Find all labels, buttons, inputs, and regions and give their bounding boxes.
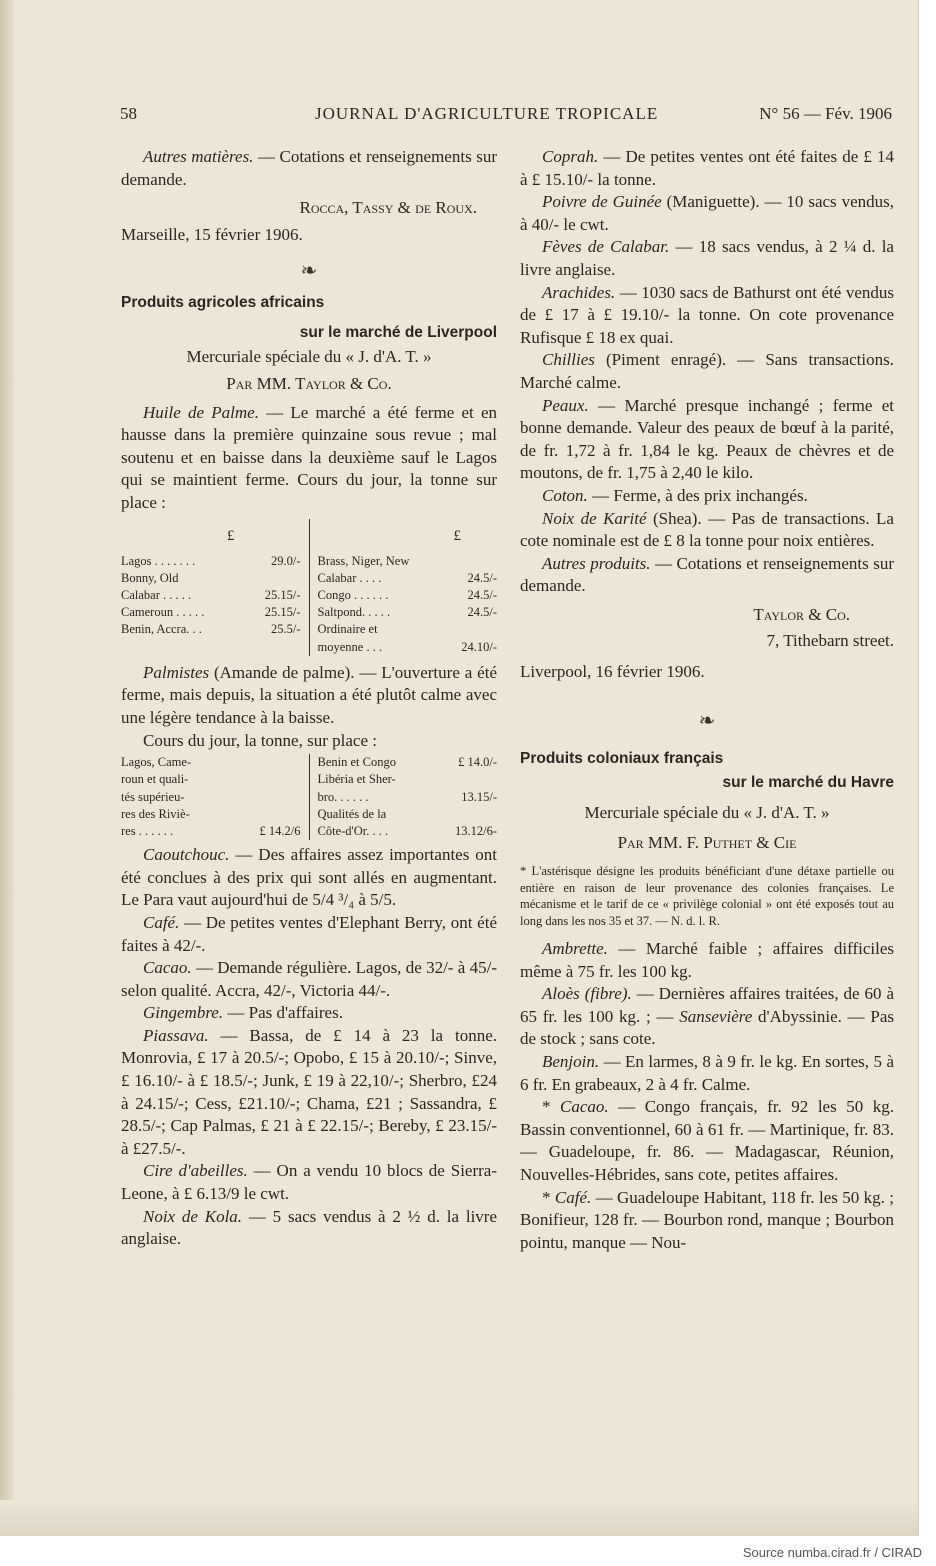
table-cell-value: £ 14.0/- xyxy=(458,755,497,770)
par-taylor: Par MM. Taylor & Co. xyxy=(226,373,392,393)
signature-rocca: Rocca, Tassy & de Roux. xyxy=(299,198,477,218)
table-cell-name: Calabar . . . . xyxy=(317,570,382,585)
paragraph-autres-matieres: Autres matières. — Cotations et renseignements sur demande. xyxy=(121,147,497,189)
table-cell-name: Saltpond. . . . . xyxy=(317,605,391,620)
source-caption: Source numba.cirad.fr / CIRAD xyxy=(742,1545,922,1560)
table-cell-value: 24.5/- xyxy=(467,587,497,602)
cours-du-jour-palmistes: Cours du jour, la tonne, sur place : xyxy=(143,730,377,750)
table-row xyxy=(121,621,301,638)
table-cell-name: Benin et Congo xyxy=(317,755,396,770)
mercuriale-havre: Mercuriale spéciale du « J. d'A. T. » xyxy=(584,802,830,822)
paragraph-cacao-havre: * Cacao. — Congo français, fr. 92 les 50 kg. Bassin conventionnel, 60 à 61 fr. — Martinique, fr. 83. — Guadeloupe, fr. 86. — Madagascar, Réunion, Nouvelles-Hébrides, sans cote, petites affaires. xyxy=(520,1097,895,1184)
running-header xyxy=(120,104,892,128)
table-row xyxy=(121,823,301,840)
paragraph-kola: Noix de Kola. — 5 sacs vendus à 2 ½ d. la livre anglaise. xyxy=(121,1206,497,1249)
table-cell-name: Benin, Accra. . . xyxy=(121,622,202,637)
table-cell-name: Brass, Niger, New xyxy=(317,553,410,568)
table-cell-value: 24.10/- xyxy=(461,639,497,654)
section-heading-havre-a: Produits coloniaux français xyxy=(520,749,724,767)
table-cell-name: Lagos . . . . . . . xyxy=(121,553,196,568)
table-cell-name: roun et quali- xyxy=(121,772,189,787)
place-date-liverpool: Liverpool, 16 février 1906. xyxy=(520,662,705,682)
table-cell-value: 24.5/- xyxy=(467,605,497,620)
table-cell-name: Congo . . . . . . xyxy=(317,587,389,602)
table-row xyxy=(318,621,498,638)
currency-header: £ xyxy=(227,527,235,544)
table-palmistes-left xyxy=(121,754,301,840)
signature-taylor: Taylor & Co. xyxy=(753,604,850,624)
table-cell-name: moyenne . . . xyxy=(317,639,383,654)
table-cell-name: res des Riviè- xyxy=(121,806,190,821)
table-row xyxy=(318,754,498,771)
left-column xyxy=(121,146,497,1251)
table-row xyxy=(318,604,498,621)
address-taylor: 7, Tithebarn street. xyxy=(766,631,894,651)
table-cell-value: 29.0/- xyxy=(270,553,301,568)
table-row xyxy=(318,789,498,806)
table-palmistes-right xyxy=(318,754,498,840)
table-row xyxy=(121,553,301,570)
table-cell-value: 25.5/- xyxy=(270,622,301,637)
paragraph-cafe: Café. — De petites ventes d'Elephant Berry, ont été faites à 42/-. xyxy=(121,912,497,955)
table-row xyxy=(121,806,301,823)
mercuriale-liverpool: Mercuriale spéciale du « J. d'A. T. » xyxy=(186,347,432,367)
paragraph-gingembre: Gingembre. — Pas d'affaires. xyxy=(143,1003,343,1023)
paragraph-coton: Coton. — Ferme, à des prix inchangés. xyxy=(542,485,808,505)
table-cell-value: 13.15/- xyxy=(461,789,497,804)
paragraph-ambrette: Ambrette. — Marché faible ; affaires difficiles même à 75 fr. les 100 kg. xyxy=(520,939,894,981)
issue-number: N° 56 — Fév. 1906 xyxy=(759,104,892,123)
page-edge xyxy=(0,0,14,1536)
page-bottom-edge xyxy=(0,1500,918,1536)
page-number: 58 xyxy=(120,104,137,123)
paragraph-autres-produits: Autres produits. — Cotations et renseignements sur demande. xyxy=(520,553,894,596)
paragraph-benjoin: Benjoin. — En larmes, 8 à 9 fr. le kg. En sortes, 5 à 6 fr. En grabeaux, 2 à 4 fr. Calme. xyxy=(520,1052,894,1094)
ornament-icon: ❧ xyxy=(698,709,716,732)
editorial-note: * L'astérisque désigne les produits bénéficiant d'une détaxe partielle ou entière en raison de leur provenance des colonies françaises. Le mécanisme et le tarif de ce « privilège colonial » ont été exposés tout au long dans les nos 35 et 37. — N. d. l. R. xyxy=(520,863,894,929)
table-row xyxy=(121,789,301,806)
table-cell-name: Côte-d'Or. . . . xyxy=(317,823,389,838)
ornament-icon: ❧ xyxy=(300,260,318,283)
table-divider xyxy=(309,519,310,656)
table-row xyxy=(121,570,301,587)
table-cell-name: Calabar . . . . . xyxy=(121,587,192,602)
par-puthet: Par MM. F. Puthet & Cie xyxy=(617,833,797,853)
table-cell-value: 25.15/- xyxy=(264,605,301,620)
table-cell-name: Cameroun . . . . . xyxy=(121,605,205,620)
paragraph-cafe-havre: * Café. — Guadeloupe Habitant, 118 fr. les 50 kg. ; Bonifieur, 128 fr. — Bourbon rond, manque ; Bourbon pointu, manque — Nou- xyxy=(520,1187,894,1252)
table-row xyxy=(121,604,301,621)
paragraph-poivre: Poivre de Guinée (Maniguette). — 10 sacs vendus, à 40/- le cwt. xyxy=(520,192,894,234)
table-row xyxy=(318,639,498,656)
journal-title: JOURNAL D'AGRICULTURE TROPICALE xyxy=(315,104,659,123)
table-palmistes xyxy=(121,754,497,840)
table-cell-name: Qualités de la xyxy=(317,806,387,821)
table-cell-value: 13.12/6- xyxy=(454,823,497,838)
table-divider xyxy=(309,754,310,840)
paragraph-karite: Noix de Karité (Shea). — Pas de transactions. La cote nominale est de £ 8 la tonne pour noix entières. xyxy=(520,508,894,551)
paragraph-cacao: Cacao. — Demande régulière. Lagos, de 32/- à 45/- selon qualité. Accra, 42/-, Victoria 44/-. xyxy=(121,958,497,1000)
paragraph-peaux: Peaux. — Marché presque inchangé ; ferme et bonne demande. Valeur des peaux de bœuf à la parité, de fr. 1,72 à fr. 1,84 le kg. Peaux de chèvres et de moutons, de fr. 1,75 à 2,40 le kilo. xyxy=(520,395,894,483)
table-huile-de-palme xyxy=(121,519,497,656)
table-cell-name: Ordinaire et xyxy=(317,622,378,637)
place-date-marseille: Marseille, 15 février 1906. xyxy=(121,224,303,244)
table-cell-value: 24.5/- xyxy=(467,570,497,585)
table-huile-left xyxy=(121,519,301,656)
table-cell-value: 25.15/- xyxy=(264,587,301,602)
paragraph-aloes: Aloès (fibre). — Dernières affaires traitées, de 60 à 65 fr. les 100 kg. ; — Sansevière d'Abyssinie. — Pas de stock ; sans cote. xyxy=(520,984,894,1049)
table-row xyxy=(121,754,301,771)
table-huile-right xyxy=(318,519,498,656)
table-row xyxy=(318,570,498,587)
section-heading-liverpool-b: sur le marché de Liverpool xyxy=(299,324,497,342)
table-row xyxy=(318,823,498,840)
table-row xyxy=(318,553,498,570)
table-cell-name: bro. . . . . . xyxy=(317,789,369,804)
section-heading-liverpool-a: Produits agricoles africains xyxy=(121,294,325,312)
table-cell-name: Libéria et Sher- xyxy=(317,772,396,787)
table-row xyxy=(318,806,498,823)
table-cell-name: res . . . . . . xyxy=(121,823,174,838)
table-row xyxy=(318,587,498,604)
paragraph-feves: Fèves de Calabar. — 18 sacs vendus, à 2 ¼ d. la livre anglaise. xyxy=(520,237,894,279)
right-column xyxy=(520,146,894,1254)
section-heading-havre-b: sur le marché du Havre xyxy=(722,773,894,791)
table-cell-name: tés supérieu- xyxy=(121,789,185,804)
paragraph-piassava: Piassava. — Bassa, de £ 14 à 23 la tonne. Monrovia, £ 17 à 20.5/-; Opobo, £ 15 à 20.10/-; Sinve, £ 16.10/- à £ 18.5/-; Junk, £ 19 à 22,10/-; Sherbro, £24 à 24.15/-; Cess, £21.10/-; Chama, £21 ; Sassandra, £ 28.5/-; Cap Palmas, £ 21 à £ 22.15/-; Bereby, £ 23.15/- à £27.5/-. xyxy=(121,1025,497,1158)
table-row xyxy=(318,771,498,788)
table-row xyxy=(121,587,301,604)
table-cell-name: Bonny, Old xyxy=(121,570,179,585)
paragraph-huile-de-palme: Huile de Palme. — Le marché a été ferme et en hausse dans la première quinzaine sous revue ; mal soutenu et en baisse dans la deuxième sauf le Lagos qui se maintient ferme. Cours du jour, la tonne sur place : xyxy=(121,402,498,512)
paragraph-coprah: Coprah. — De petites ventes ont été faites de £ 14 à £ 15.10/- la tonne. xyxy=(520,147,894,189)
paragraph-cire: Cire d'abeilles. — On a vendu 10 blocs de Sierra-Leone, à £ 6.13/9 le cwt. xyxy=(121,1161,497,1204)
currency-header: £ xyxy=(453,527,461,544)
paragraph-caoutchouc: Caoutchouc. — Des affaires assez importantes ont été conclues à des prix qui sont allés en augmentant. Le Para vaut aujourd'hui de 5/4 ³/₄ à 5/5. xyxy=(121,845,497,910)
table-cell-name: Lagos, Came- xyxy=(121,755,192,770)
table-row xyxy=(121,771,301,788)
paragraph-chillies: Chillies (Piment enragé). — Sans transactions. Marché calme. xyxy=(520,350,894,392)
table-cell-value: £ 14.2/6 xyxy=(259,823,301,838)
paragraph-palmistes: Palmistes (Amande de palme). — L'ouverture a été ferme, mais depuis, la situation a été plutôt calme avec une légère tendance à la baisse. xyxy=(121,662,497,727)
paragraph-arachides: Arachides. — 1030 sacs de Bathurst ont été vendus de £ 17 à £ 19.10/- la tonne. On cote provenance Rufisque £ 18 ex quai. xyxy=(520,282,894,347)
